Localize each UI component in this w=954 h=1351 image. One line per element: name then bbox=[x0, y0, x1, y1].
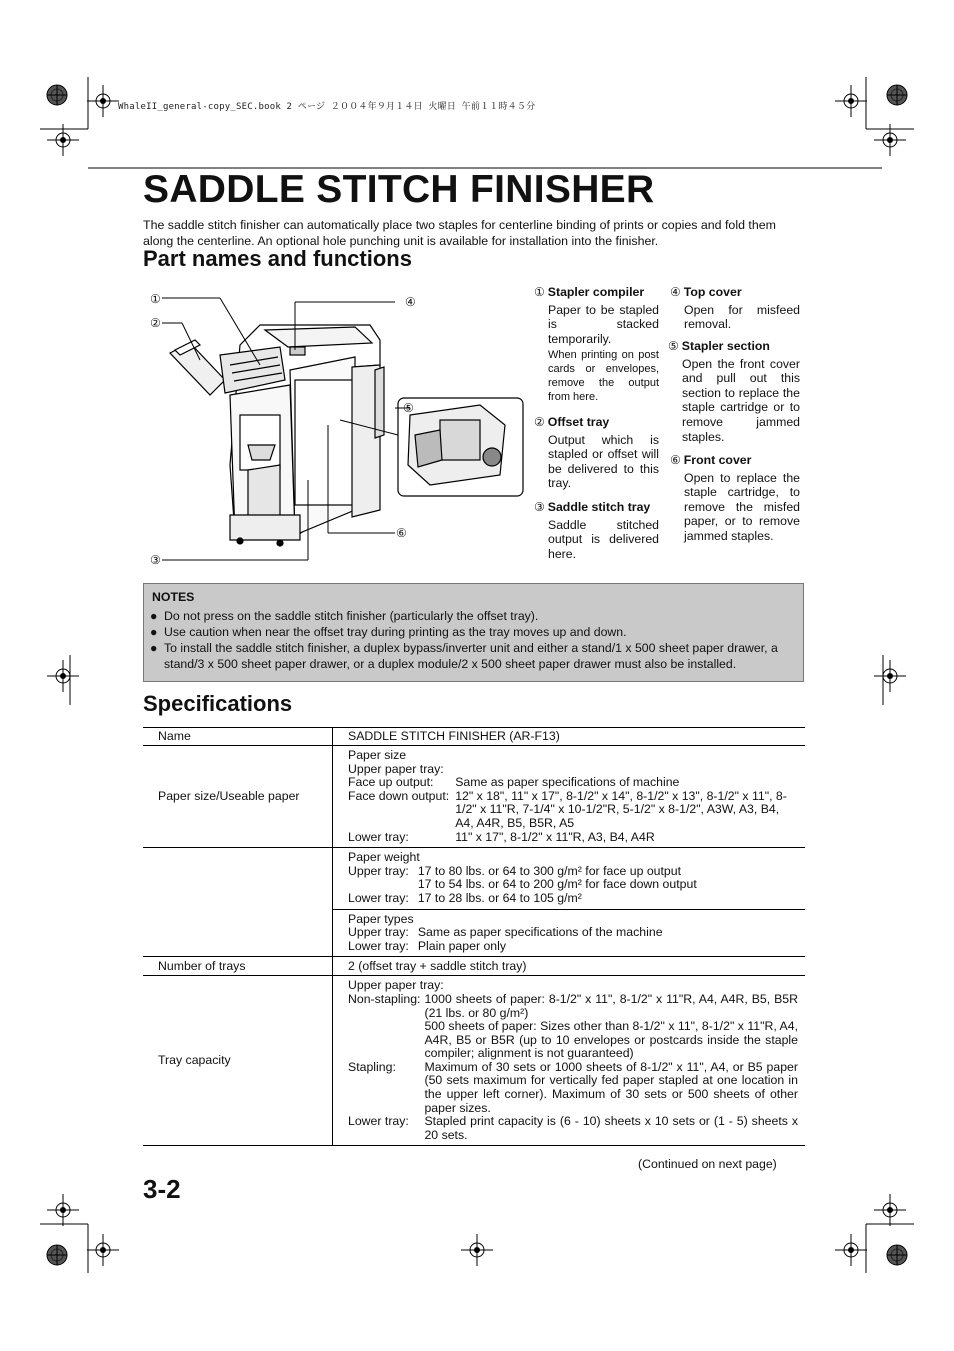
part-number: ② bbox=[534, 415, 545, 429]
part-description: Output which is stapled or offset will be delivered to this tray. bbox=[548, 432, 659, 491]
bullet-icon: ● bbox=[150, 609, 158, 623]
row-label: Name bbox=[143, 728, 333, 746]
notes-box bbox=[143, 583, 804, 682]
part-number: ⑥ bbox=[670, 453, 681, 467]
part-description: Open the front cover and pull out this section to replace the staple cartridge or to remove jammed staples. bbox=[682, 356, 800, 444]
specifications-table bbox=[143, 727, 805, 1146]
registration-cross-icon bbox=[874, 660, 906, 692]
registration-cross-icon bbox=[47, 660, 79, 692]
registration-cross-icon bbox=[874, 1194, 906, 1226]
part-saddle-stitch-tray bbox=[534, 500, 659, 561]
part-name: Front cover bbox=[683, 453, 752, 467]
registration-cross-icon bbox=[47, 1194, 79, 1226]
continued-note: (Continued on next page) bbox=[638, 1157, 777, 1171]
part-top-cover bbox=[670, 285, 800, 332]
page-number: 3-2 bbox=[143, 1174, 181, 1204]
paper-weight-cell: Paper weight Upper tray: 17 to 80 lbs. or 64 to 300 g/m² for face up output 17 to 54 lbs. or 64 to 200 g/m² for face down output Lower tray: 17 to 28 lbs. or 64 to 105 g/m² bbox=[333, 848, 806, 909]
parts-heading: Part names and functions bbox=[143, 246, 412, 271]
bullet-icon: ● bbox=[150, 641, 158, 655]
callout-6: ⑥ bbox=[396, 526, 407, 540]
registration-cross-icon bbox=[87, 1234, 119, 1266]
part-description: Saddle stitched output is delivered here. bbox=[548, 517, 659, 561]
row-label: Tray capacity bbox=[143, 976, 333, 1146]
bullet-icon: ● bbox=[150, 625, 158, 639]
part-description: Paper to be stapled is stacked temporarily. bbox=[548, 302, 659, 346]
part-name: Offset tray bbox=[547, 415, 610, 429]
callout-2: ② bbox=[150, 316, 161, 330]
row-value: SADDLE STITCH FINISHER (AR-F13) bbox=[333, 728, 806, 746]
paper-size-cell: Paper size Upper paper tray: Face up output: Same as paper specifications of machine Face down output: 12" x 18", 11" x 17", 8-1/2" x 14", 8-1/2" x 13", 8-1/2" x 11", 8-1/2" x 11"R, 7-1/4" x 10-1/2"R, 5-1/2" x 8-1/2", A3W, A3, B4, A4, A4R, B5, B5R, A5 Lower tray: 11" x 17", 8-1/2" x 11"R, A3, B4, A4R bbox=[333, 746, 806, 848]
notes-heading: NOTES bbox=[152, 590, 195, 604]
part-name: Stapler section bbox=[681, 339, 770, 353]
part-number: ④ bbox=[670, 285, 681, 299]
table-row bbox=[143, 976, 805, 1146]
part-name: Top cover bbox=[683, 285, 742, 299]
note-item: ● Use caution when near the offset tray during printing as the tray moves up and down. bbox=[150, 625, 627, 639]
registration-cross-icon bbox=[835, 1234, 867, 1266]
table-row bbox=[143, 957, 805, 976]
part-description: Open to replace the staple cartridge, to remove the misfed paper, or to remove jammed staples. bbox=[684, 470, 800, 543]
table-row bbox=[143, 746, 805, 848]
tray-capacity-cell: Upper paper tray: Non-stapling: 1000 sheets of paper: 8-1/2" x 11", 8-1/2" x 11"R, A4, A4R, B5, B5R (21 lbs. or 80 g/m²) 500 sheets of paper: Sizes other than 8-1/2" x 11", 8-1/2" x 11"R, A4, A4R, B5 or B5R (up to 10 envelopes or postcards inside the staple compiler; alignment is not guaranteed) Stapling: Maximum of 30 sets or 1000 sheets of 8-1/2" x 11", A4, or B5 paper (50 sets maximum for vertically fed paper stapled at one location in the upper left corner). Maximum of 30 sets or 500 sheets of other paper sizes. Lower tray: Stapled print capacity is (6 - 10) sheets x 10 sets or (1 - 5) sheets x 20 sets. bbox=[333, 976, 806, 1146]
table-row bbox=[143, 848, 805, 909]
table-row bbox=[143, 909, 805, 957]
page-title: SADDLE STITCH FINISHER bbox=[143, 168, 655, 211]
part-number: ⑤ bbox=[668, 339, 679, 353]
registration-mark-tl-disc-icon bbox=[47, 85, 67, 105]
registration-mark-bl-disc-icon bbox=[47, 1245, 67, 1265]
registration-cross-icon bbox=[835, 85, 867, 117]
part-number: ① bbox=[534, 285, 545, 299]
part-name: Saddle stitch tray bbox=[547, 500, 651, 514]
part-number: ③ bbox=[534, 500, 545, 514]
part-front-cover bbox=[670, 453, 800, 544]
note-item: ● To install the saddle stitch finisher, a duplex bypass/inverter unit and either a stand/1 x 500 sheet paper drawer, a stand/3 x 500 sheet paper drawer, or a duplex module/2 x 500 sheet paper drawer must also be installed. bbox=[150, 641, 778, 671]
print-header: WhaleII_general-copy_SEC.book 2 ページ ２００４年９月１４日 火曜日 午前１１時４５分 bbox=[118, 102, 536, 112]
callout-5: ⑤ bbox=[403, 401, 414, 415]
part-name: Stapler compiler bbox=[547, 285, 645, 299]
row-value: 2 (offset tray + saddle stitch tray) bbox=[333, 957, 806, 976]
callout-3: ③ bbox=[150, 553, 161, 567]
specifications-heading: Specifications bbox=[143, 691, 293, 716]
part-offset-tray bbox=[534, 415, 659, 491]
row-label: Paper size/Useable paper bbox=[143, 746, 333, 848]
part-note: When printing on post cards or envelopes, remove the output from here. bbox=[548, 349, 659, 404]
part-stapler-section bbox=[668, 339, 800, 444]
part-description: Open for misfeed removal. bbox=[684, 302, 800, 332]
registration-cross-icon bbox=[461, 1234, 493, 1266]
callout-4: ④ bbox=[405, 295, 416, 309]
registration-mark-tr-disc-icon bbox=[887, 85, 907, 105]
part-stapler-compiler bbox=[534, 285, 659, 404]
registration-cross-icon bbox=[87, 85, 119, 117]
row-label: Number of trays bbox=[143, 957, 333, 976]
finisher-illustration bbox=[140, 285, 530, 575]
paper-types-cell: Paper types Upper tray: Same as paper specifications of the machine Lower tray: Plain paper only bbox=[333, 909, 806, 957]
note-item: ● Do not press on the saddle stitch finisher (particularly the offset tray). bbox=[150, 609, 539, 623]
callout-1: ① bbox=[150, 292, 161, 306]
table-row bbox=[143, 728, 805, 746]
intro-paragraph: The saddle stitch finisher can automatically place two staples for centerline binding of prints or copies and fold them along the centerline. An optional hole punching unit is available for installation into the finisher. bbox=[143, 218, 776, 248]
registration-mark-br-disc-icon bbox=[887, 1245, 907, 1265]
